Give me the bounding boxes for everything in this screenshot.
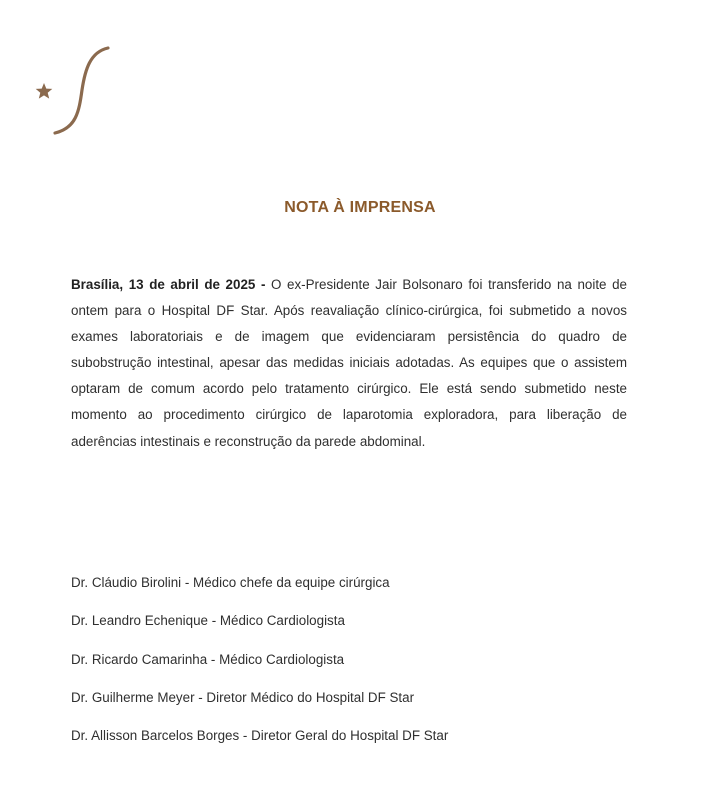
integral-stroke [55, 48, 108, 133]
press-note-text: O ex-Presidente Jair Bolsonaro foi transferido na noite de ontem para o Hospital DF Star. Após reavaliação clínico-cirúrgica, foi submetido a novos exames laboratoriais e de imagem que evidenciaram persistência do quadro de subobstrução intestinal, apesar das medidas iniciais adotadas. As equipes que o assistem optaram de comum acordo pelo tratamento cirúrgico. Ele está sendo submetido neste momento ao procedimento cirúrgico de laparotomia exploradora, para liberação de aderências intestinais e reconstrução da parede abdominal. [71, 277, 627, 449]
press-note-paragraph [71, 272, 627, 455]
signatory-item: Dr. Cláudio Birolini - Médico chefe da equipe cirúrgica [71, 575, 390, 590]
star-icon [36, 83, 53, 99]
signatory-item: Dr. Allisson Barcelos Borges - Diretor Geral do Hospital DF Star [71, 728, 449, 744]
page-title: NOTA À IMPRENSA [284, 199, 436, 216]
dateline: Brasília, 13 de abril de 2025 - [71, 277, 266, 292]
hospital-logo [30, 40, 120, 140]
star-integral-logo-icon [30, 40, 120, 140]
signatory-item: Dr. Ricardo Camarinha - Médico Cardiologista [71, 651, 345, 667]
signatory-item: Dr. Leandro Echenique - Médico Cardiologista [71, 613, 345, 629]
signatory-item: Dr. Guilherme Meyer - Diretor Médico do Hospital DF Star [71, 689, 415, 705]
signatories-list [71, 573, 631, 764]
